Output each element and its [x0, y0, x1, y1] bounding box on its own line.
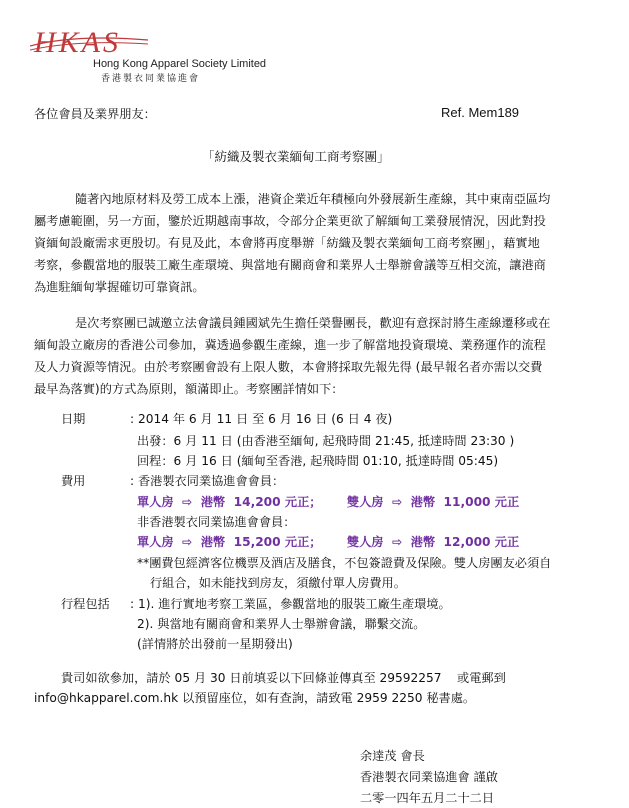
document-title: 「紡織及製衣業緬甸工商考察團」 — [202, 149, 390, 164]
org-name-zh: 香港製衣同業協進會 — [101, 73, 201, 83]
closing-contact-line: info@hkapparel.com.hk 以預留座位，如有查詢，請致電 2959 2250 秘書處。 — [34, 691, 476, 705]
logo-lettering: HKAS — [34, 26, 121, 59]
date-value: : 2014 年 6 月 11 日 至 6 月 16 日 (6 日 4 夜) — [130, 412, 393, 426]
paragraph1-line: 屬考慮範圍，另一方面，鑒於近期越南事故，令部分企業更欲了解緬甸工業發展情況，因此對投 — [34, 214, 546, 228]
paragraph2-line: 最早為落實)的方式為原則，額滿即止。考察團詳情如下： — [34, 382, 344, 396]
itinerary-label: 行程包括 — [61, 597, 110, 611]
letter-date: 二零一四年五月二十二日 — [360, 791, 495, 805]
member-prices: 單人房 ⇨ 港幣 14,200 元正； 雙人房 ⇨ 港幣 11,000 元正 — [137, 495, 520, 509]
date-label: 日期 — [61, 412, 86, 426]
departure-info: 出發：6 月 11 日 (由香港至緬甸, 起飛時間 21:45, 抵達時間 23:30 ) — [137, 434, 515, 448]
closing-line: 貴司如欲參加，請於 05 月 30 日前填妥以下回條並傳真至 29592257 或電郵到 — [61, 671, 506, 685]
org-name-en: Hong Kong Apparel Society Limited — [93, 58, 267, 70]
salutation: 各位會員及業界朋友： — [34, 107, 156, 121]
reference-number: Ref. Mem189 — [441, 105, 520, 120]
paragraph1-line: 資緬甸設廠需求更殷切。有見及此，本會將再度舉辦「紡織及製衣業緬甸工商考察團」，藉實地 — [34, 236, 540, 250]
itinerary-item-2: 2). 與當地有關商會和業界人士舉辦會議，聯繫交流。 — [137, 617, 426, 631]
org-name — [93, 57, 266, 85]
paragraph2-line: 及人力資源等情況。由於考察團會設有上限人數，本會將採取先報先得 (最早報名者亦需以交費 — [34, 360, 543, 374]
paragraph1-line: 考察，參觀當地的服裝工廠生產環境、與當地有關商會和業界人士舉辦會議等互相交流，讓港商 — [34, 258, 546, 272]
signatory-name: 余達茂 會長 — [360, 749, 425, 763]
fee-note: **團費包經濟客位機票及酒店及膳食，不包簽證費及保險。雙人房團友必須自 — [137, 556, 552, 570]
member-fee-label: : 香港製衣同業協進會會員： — [130, 474, 285, 488]
return-info: 回程：6 月 16 日 (緬甸至香港, 起飛時間 01:10, 抵達時間 05:45) — [137, 454, 499, 468]
paragraph1-line: 為進駐緬甸掌握確切可靠資訊。 — [34, 280, 205, 294]
paragraph1-line: 隨著內地原材料及勞工成本上漲，港資企業近年積極向外發展新生產線，其中東南亞區均 — [75, 192, 551, 206]
itinerary-note: (詳情將於出發前一星期發出) — [137, 637, 293, 651]
paragraph2-line: 緬甸設立廠房的香港公司參加，冀透過參觀生產線，進一步了解當地投資環境、業務運作的流程 — [34, 338, 546, 352]
itinerary-item-1: : 1). 進行實地考察工業區，參觀當地的服裝工廠生產環境。 — [130, 597, 451, 611]
fee-label: 費用 — [61, 474, 86, 488]
paragraph2-line: 是次考察團已誠邀立法會議員鍾國斌先生擔任榮譽團長，歡迎有意探討將生產線遷移或在 — [75, 316, 551, 330]
nonmember-fee-label: 非香港製衣同業協進會會員： — [137, 515, 296, 529]
nonmember-prices: 單人房 ⇨ 港幣 15,200 元正； 雙人房 ⇨ 港幣 12,000 元正 — [137, 535, 520, 549]
fee-note-continued: 行組合，如未能找到房友，須繳付單人房費用。 — [150, 576, 406, 590]
signatory-org: 香港製衣同業協進會 謹啟 — [360, 770, 498, 784]
